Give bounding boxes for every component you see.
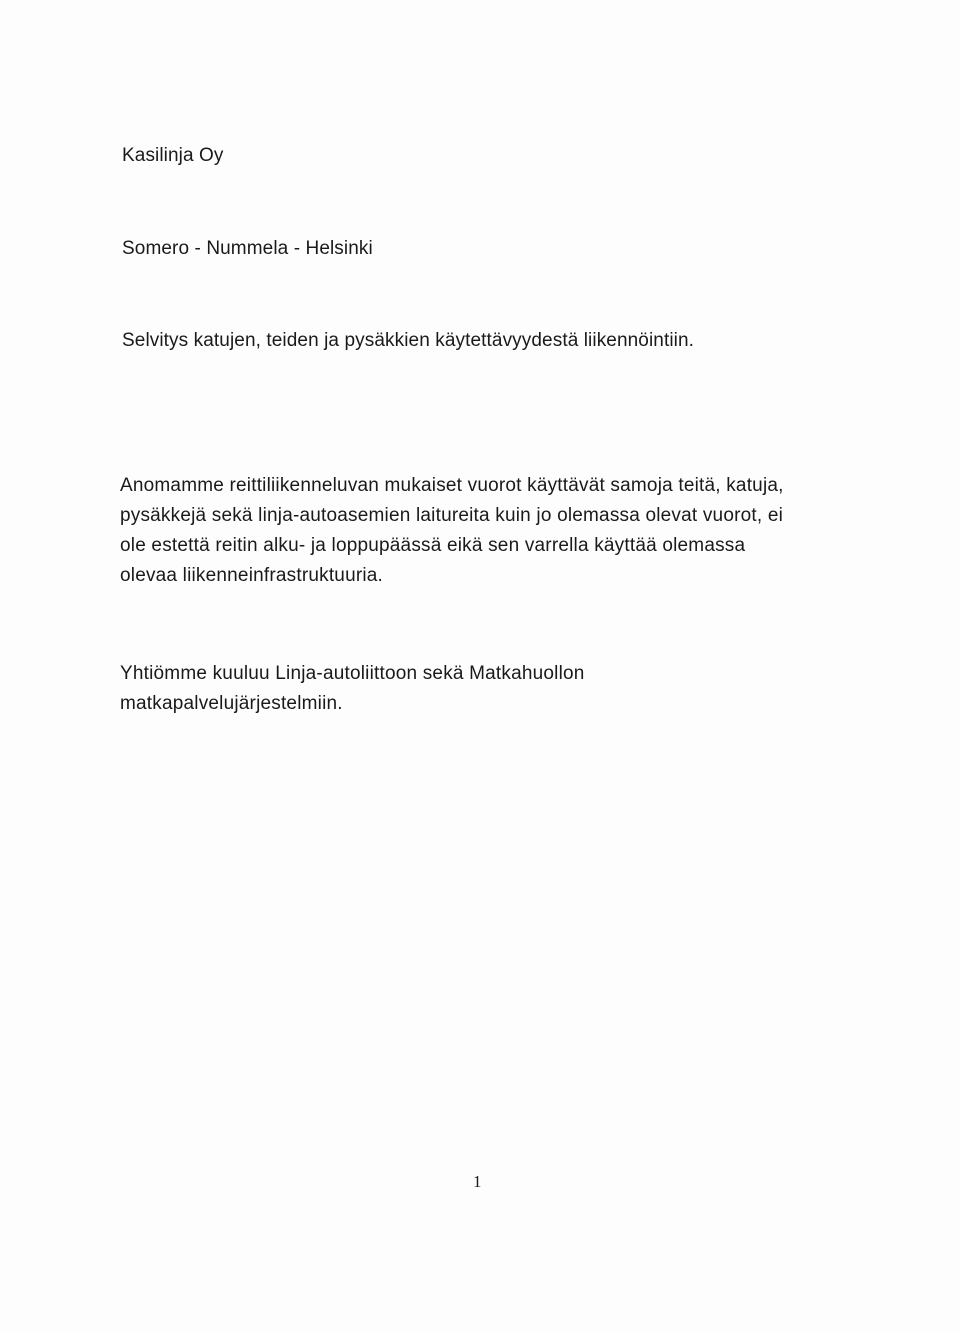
paragraph-line: pysäkkejä sekä linja-autoasemien laitureita kuin jo olemassa olevat vuorot, ei <box>120 505 784 526</box>
paragraph-line: ole estettä reitin alku- ja loppupäässä eikä sen varrella käyttää olemassa <box>120 535 746 556</box>
company-name: Kasilinja Oy <box>122 145 224 166</box>
paragraph-line: Anomamme reittiliikenneluvan mukaiset vuorot käyttävät samoja teitä, katuja, <box>120 475 784 496</box>
paragraph-line: matkapalvelujärjestelmiin. <box>120 693 343 714</box>
paragraph-line: olevaa liikenneinfrastruktuuria. <box>120 565 384 586</box>
route-title: Somero - Nummela - Helsinki <box>122 238 373 259</box>
page-number: 1 <box>473 1172 482 1191</box>
body-paragraph-2 <box>120 659 860 719</box>
document-subject: Selvitys katujen, teiden ja pysäkkien käytettävyydestä liikennöintiin. <box>122 330 695 351</box>
body-paragraph-1 <box>120 471 860 591</box>
paragraph-line: Yhtiömme kuuluu Linja-autoliittoon sekä Matkahuollon <box>120 663 585 684</box>
